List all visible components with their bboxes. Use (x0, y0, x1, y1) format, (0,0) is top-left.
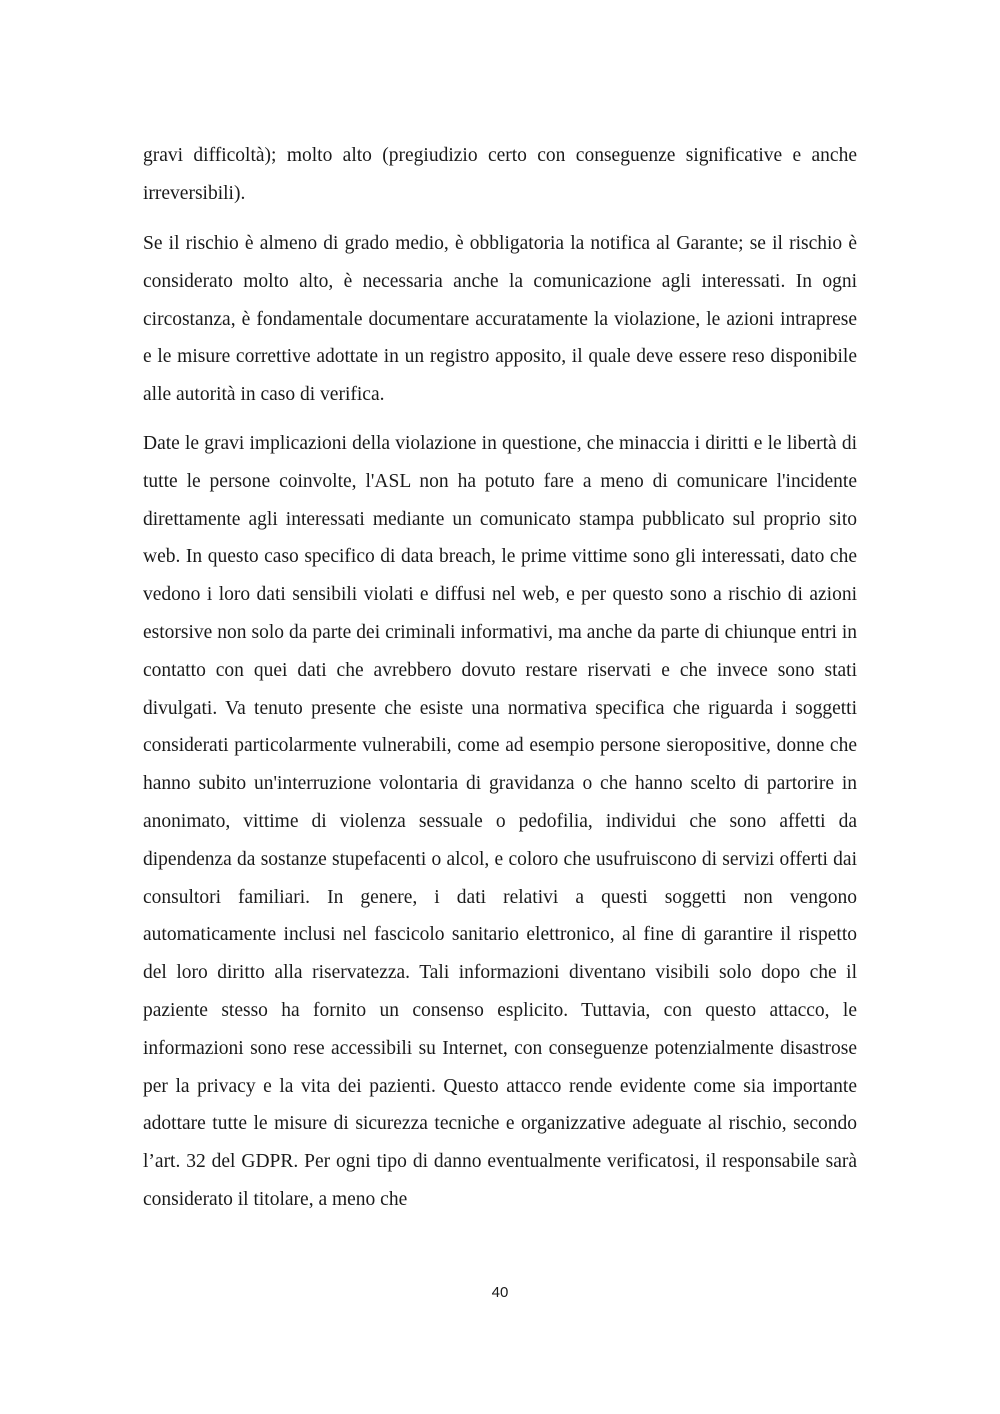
paragraph-text: gravi difficoltà); molto alto (pregiudizio certo con conseguenze significative e anche irreversibili). (143, 145, 857, 204)
paragraph-text: Date le gravi implicazioni della violazione in questione, che minaccia i diritti e le libertà di tutte le persone coinvolte, l'ASL non ha potuto fare a meno di comunicare l'incidente direttamente agli interessati mediante un comunicato stampa pubblicato sul proprio sito web. In questo caso specifico di data breach, le prime vittime sono gli interessati, dato che vedono i loro dati sensibili violati e diffusi nel web, e per questo sono a rischio di azioni estorsive non solo da parte dei criminali informativi, ma anche da parte di chiunque entri in contatto con quei dati che avrebbero dovuto restare riservati e che invece sono stati divulgati. Va tenuto presente che esiste una normativa specifica che riguarda i soggetti considerati particolarmente vulnerabili, come ad esempio persone sieropositive, donne che hanno subito un'interruzione volontaria di gravidanza o che hanno scelto di partorire in anonimato, vittime di violenza sessuale o pedofilia, individui che sono affetti da dipendenza da sostanze stupefacenti o alcol, e coloro che usufruiscono di servizi offerti dai consultori familiari. In genere, i dati relativi a questi soggetti non vengono automaticamente inclusi nel fascicolo sanitario elettronico, al fine di garantire il rispetto del loro diritto alla riservatezza. Tali informazioni diventano visibili solo dopo che il paziente stesso ha fornito un consenso esplicito. Tuttavia, con questo attacco, le informazioni sono rese accessibili su Internet, con conseguenze potenzialmente disastrose per la privacy e la vita dei pazienti. Questo attacco rende evidente come sia importante adottare tutte le misure di sicurezza tecniche e organizzative adeguate al rischio, secondo l’art. 32 del GDPR. Per ogni tipo di danno eventualmente verificatosi, il responsabile sarà considerato il titolare, a meno che (143, 433, 857, 1210)
paragraph-text: Se il rischio è almeno di grado medio, è obbligatoria la notifica al Garante; se il rischio è considerato molto alto, è necessaria anche la comunicazione agli interessati. In ogni circostanza, è fondamentale documentare accuratamente la violazione, le azioni intraprese e le misure correttive adottate in un registro apposito, il quale deve essere reso disponibile alle autorità in caso di verifica. (143, 233, 857, 406)
paragraph-1 (143, 137, 857, 213)
paragraph-3 (143, 425, 857, 1219)
paragraph-2 (143, 225, 857, 414)
page-number: 40 (491, 1284, 509, 1301)
